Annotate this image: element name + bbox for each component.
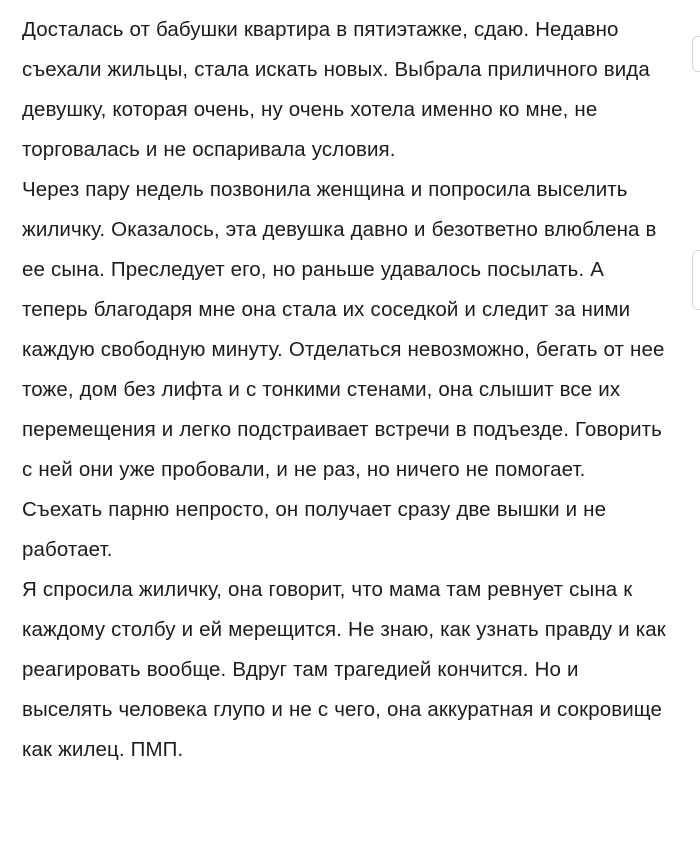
edge-panel-middle xyxy=(692,250,700,310)
paragraph-2: Через пару недель позвонила женщина и попросила выселить жиличку. Оказалось, эта девушка давно и безответно влюблена в ее сына. Преследует его, но раньше удавалось посылать. А теперь благодаря мне она стала их соседкой и следит за ними каждую свободную минуту. Отделаться невозможно, бегать от нее тоже, дом без лифта и с тонкими стенами, она слышит все их перемещения и легко подстраивает встречи в подъезде. Говорить с ней они уже пробовали, и не раз, но ничего не помогает. Съехать парню непросто, он получает сразу две вышки и не работает. xyxy=(22,178,665,561)
article-body xyxy=(22,10,670,770)
paragraph-1: Досталась от бабушки квартира в пятиэтажке, сдаю. Недавно съехали жильцы, стала искать новых. Выбрала приличного вида девушку, которая очень, ну очень хотела именно ко мне, не торговалась и не оспаривала условия. xyxy=(22,18,650,161)
paragraph-3: Я спросила жиличку, она говорит, что мама там ревнует сына к каждому столбу и ей мерещится. Не знаю, как узнать правду и как реагировать вообще. Вдруг там трагедией кончится. Но и выселять человека глупо и не с чего, она аккуратная и сокровище как жилец. ПМП. xyxy=(22,578,666,761)
edge-panel-top xyxy=(692,36,700,72)
